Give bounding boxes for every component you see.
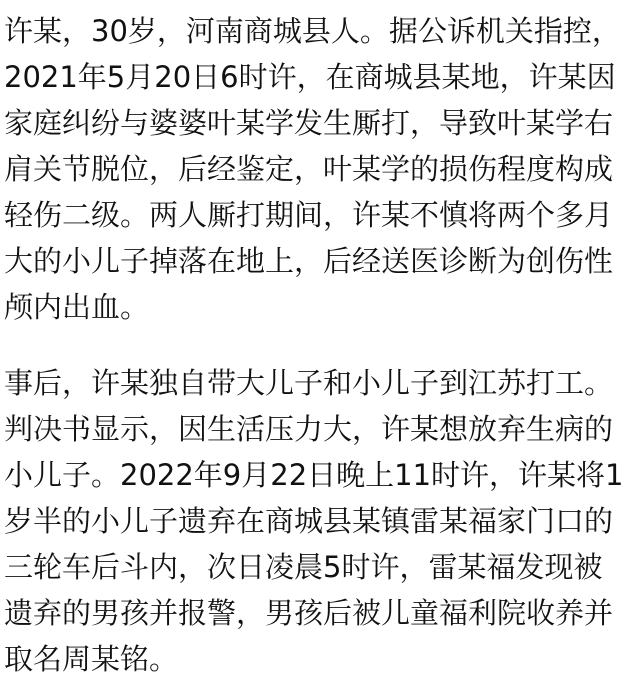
text-line: 小儿子。2022年9月22日晚上11时许，许某将1 bbox=[4, 458, 624, 492]
text-line: 肩关节脱位，后经鉴定，叶某学的损伤程度构成 bbox=[4, 152, 614, 186]
text-line: 取名周某铭。 bbox=[4, 642, 179, 676]
text-line: 三轮车后斗内，次日凌晨5时许，雷某福发现被 bbox=[4, 550, 603, 584]
text-line: 轻伤二级。两人厮打期间，许某不慎将两个多月 bbox=[4, 198, 614, 232]
text-line: 大的小儿子掉落在地上，后经送医诊断为创伤性 bbox=[4, 244, 614, 278]
text-line: 遗弃的男孩并报警，男孩后被儿童福利院收养并 bbox=[4, 596, 614, 630]
text-line: 2021年5月20日6时许，在商城县某地，许某因 bbox=[4, 60, 616, 94]
text-line: 事后，许某独自带大儿子和小儿子到江苏打工。 bbox=[4, 366, 614, 400]
text-line: 判决书显示，因生活压力大，许某想放弃生病的 bbox=[4, 412, 614, 446]
text-line: 岁半的小儿子遗弃在商城县某镇雷某福家门口的 bbox=[4, 504, 614, 538]
text-line: 颅内出血。 bbox=[4, 290, 150, 324]
text-line: 家庭纠纷与婆婆叶某学发生厮打，导致叶某学右 bbox=[4, 106, 614, 140]
text-line: 许某，30岁，河南商城县人。据公诉机关指控， bbox=[4, 14, 621, 48]
paragraph-1 bbox=[4, 8, 621, 330]
paragraph-2 bbox=[4, 360, 624, 682]
